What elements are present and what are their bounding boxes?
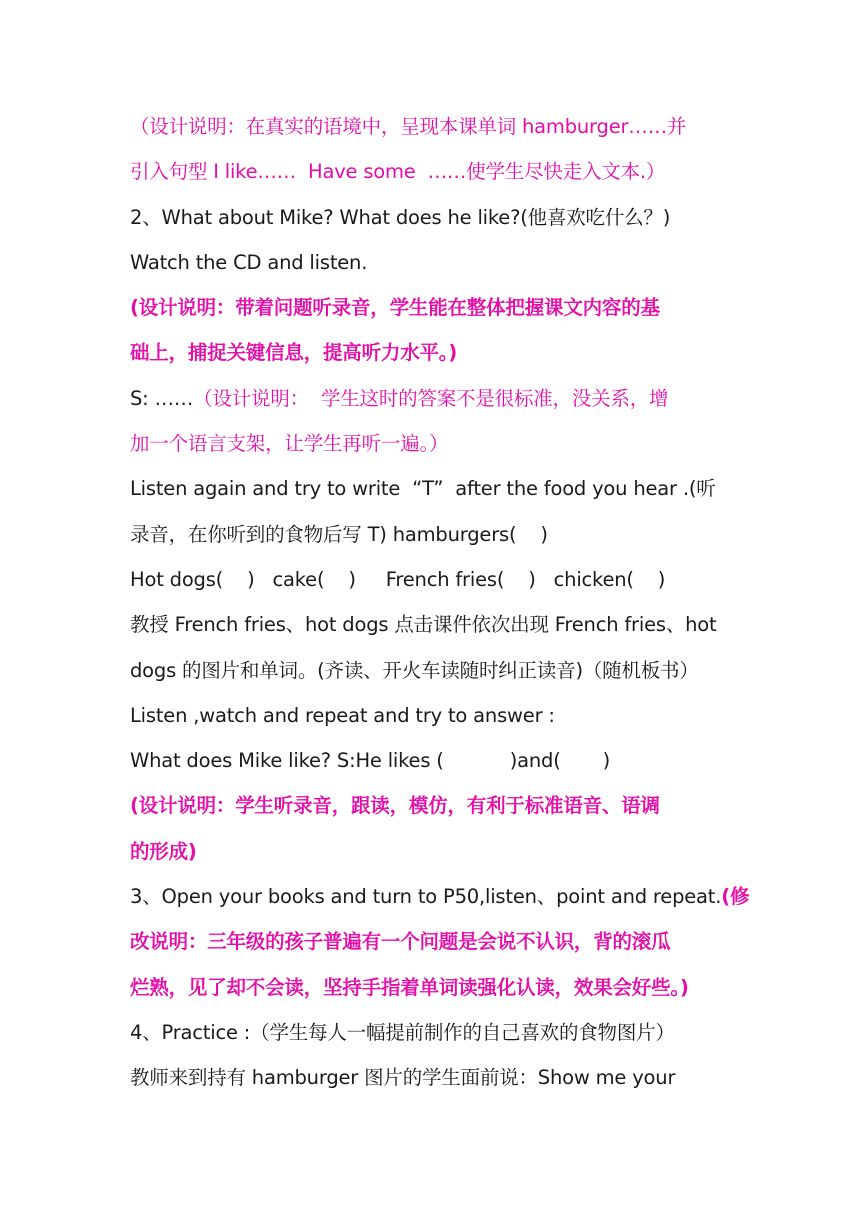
design-note-text: (修 xyxy=(721,885,750,909)
body-text: What does Mike like? S:He likes ( )and( ) xyxy=(130,749,610,773)
text-line xyxy=(130,104,734,149)
design-note-text: 加一个语言支架，让学生再听一遍。） xyxy=(130,432,449,456)
design-note-text: (设计说明：带着问题听录音，学生能在整体把握课文内容的基 xyxy=(130,296,660,320)
text-line xyxy=(130,783,734,828)
body-text: dogs 的图片和单词。(齐读、开火车读随时纠正读音)（随机板书） xyxy=(130,658,699,682)
design-note-text: 的形成) xyxy=(130,839,197,863)
text-line xyxy=(130,195,734,240)
body-text: 录音，在你听到的食物后写 T) hamburgers( ) xyxy=(130,522,548,546)
text-line xyxy=(130,648,734,693)
design-note-text: 引入句型 I like…… Have some ……使学生尽快走入文本.） xyxy=(130,160,666,184)
body-text: Listen ,watch and repeat and try to answer : xyxy=(130,703,555,727)
design-note-text: （设计说明： 学生这时的答案不是很标准，没关系，增 xyxy=(193,386,669,410)
text-line xyxy=(130,557,734,602)
design-note-text: (设计说明：学生听录音，跟读，模仿，有利于标准语音、语调 xyxy=(130,794,660,818)
text-line xyxy=(130,693,734,738)
text-line xyxy=(130,466,734,511)
body-text: S: …… xyxy=(130,386,194,410)
body-text: 2、What about Mike? What does he like?(他喜欢吃什么？) xyxy=(130,205,671,229)
text-line xyxy=(130,285,734,330)
body-text: Hot dogs( ) cake( ) French fries( ) chicken( ) xyxy=(130,567,666,591)
body-text: 教师来到持有 hamburger 图片的学生面前说：Show me your xyxy=(130,1066,676,1090)
text-line xyxy=(130,874,750,919)
text-line xyxy=(130,512,734,557)
text-line xyxy=(130,965,734,1010)
body-text: 教授 French fries、hot dogs 点击课件依次出现 French fries、hot xyxy=(130,613,717,637)
text-line xyxy=(130,919,734,964)
body-text: Listen again and try to write “T” after the food you hear .(听 xyxy=(130,477,716,501)
text-line xyxy=(130,1055,734,1100)
body-text: 4、Practice :（学生每人一幅提前制作的自己喜欢的食物图片） xyxy=(130,1020,675,1044)
text-line xyxy=(130,330,734,375)
body-text: Watch the CD and listen. xyxy=(130,250,368,274)
document-page xyxy=(130,104,750,1101)
design-note-text: 础上，捕捉关键信息，提高听力水平。) xyxy=(130,341,458,365)
text-line xyxy=(130,1010,734,1055)
text-line xyxy=(130,240,734,285)
design-note-text: 改说明：三年级的孩子普遍有一个问题是会说不认识，背的滚瓜 xyxy=(130,930,671,954)
text-line xyxy=(130,602,734,647)
text-line xyxy=(130,421,734,466)
design-note-text: （设计说明：在真实的语境中，呈现本课单词 hamburger……并 xyxy=(130,115,687,138)
text-line xyxy=(130,829,734,874)
text-line xyxy=(130,149,734,194)
text-line xyxy=(130,376,734,421)
body-text: 3、Open your books and turn to P50,listen、point and repeat. xyxy=(130,885,722,909)
design-note-text: 烂熟，见了却不会读，坚持手指着单词读强化认读，效果会好些。) xyxy=(130,975,689,999)
text-line xyxy=(130,738,734,783)
